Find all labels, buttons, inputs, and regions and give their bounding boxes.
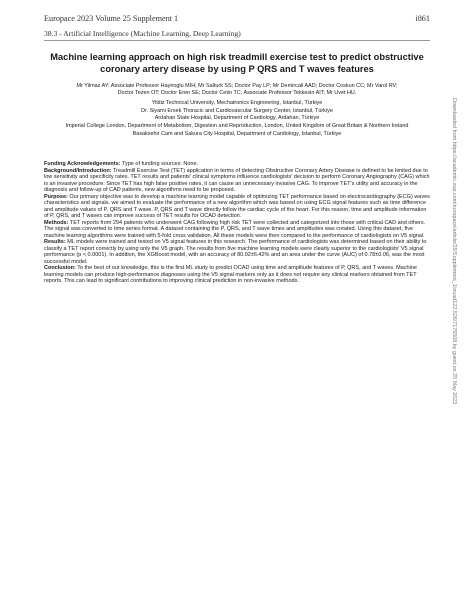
affiliation: Basaksehir Cam and Sakura City Hospital, Department of Cardiology, Istanbul, Türkiye bbox=[132, 130, 342, 137]
conclusion-label: Conclusion: bbox=[44, 265, 76, 271]
author-list bbox=[38, 83, 436, 97]
journal-citation: Europace 2023 Volume 25 Supplement 1 bbox=[44, 14, 179, 23]
purpose-text: Our primary objective was to develop a machine learning model capable of optimizing TET performance based on electrocardiography (ECG) waves characteristics and signals. we aimed to evaluate the performance of a new algorithm which was based on using ECG signal features such as time difference and amplitude values of P, QRS and T wave. P, QRS and T wave directly follow the cardiac cycle of the heart. For this reason, time and amplitude information of P, QRS, and T waves can improve success of TET results for OCAD detection. bbox=[44, 193, 430, 219]
download-watermark-link[interactable]: Downloaded from https://academic.oup.com/europace/article/25/Supplement_1/euad122.526/7176508 by guest on 25 May 2023 bbox=[451, 98, 457, 405]
header-divider bbox=[44, 40, 430, 41]
results-paragraph bbox=[44, 239, 430, 265]
section-heading: 38.3 - Artificial Intelligence (Machine Learning, Deep Learning) bbox=[44, 29, 241, 38]
running-header bbox=[44, 14, 430, 26]
author-line: Mr Yilmaz AY; Associate Professor Hayiroglu MIH; Mr Salturk SS; Doctor Pay LP; Mr Demircali AAD; Doctor Coskun CC; Mr Varol RV; bbox=[76, 83, 398, 89]
affiliation: Imperial College London, Department of Metabolism, Digestion and Reproduction, London, United Kingdom of Great Britain & Northern Ireland bbox=[65, 123, 409, 130]
article-title: Machine learning approach on high risk treadmill exercise test to predict obstructive coronary artery disease by using P QRS and T waves features bbox=[50, 52, 424, 74]
results-label: Results: bbox=[44, 239, 66, 245]
affiliation: Dr. Siyami Ersek Thoracic and Cardiovascular Surgery Center, Istanbul, Türkiye bbox=[141, 107, 333, 114]
purpose-paragraph bbox=[44, 194, 430, 220]
abstract-body bbox=[44, 161, 430, 285]
affiliation: Ardahan State Hospital, Department of Cardiology, Ardahan, Türkiye bbox=[154, 115, 320, 122]
methods-label: Methods: bbox=[44, 219, 69, 226]
methods-paragraph bbox=[44, 220, 430, 240]
background-text: Treadmill Exercise Test (TET) application in terms of detecting Obstructive Coronary Artery Disease is defined to be limited due to low sensitivity and specificity rates. TET results and patients' clinical symptoms influence cardiologists' decision to perform Coronary Angiography (CAG) which is an invasive procedure. Since TET has high false positive rates, it can cause an unnecessary invasive CAG. To improve TET's utility and accuracy in the diagnosis and follow-up of CAD patients, new algorithms need to be proposed. bbox=[44, 167, 430, 193]
results-text: ML models were trained and tested on V5 signal features in this research. The performance of cardiologists was determined based on their ability to classify a TET report correctly by using only the V5 graph. The results from five machine learning models were clearly superior to the cardiologists' V5 signal performance (p < 0.0001). In addition, the XGBoost model, with an accuracy of 80.92±6.42% and an area under the curve (AUC) of 0.78±0.06, was the most successful model. bbox=[44, 239, 427, 265]
conclusion-text: To the best of our knowledge, this is the first ML study to predict OCAD using time and amplitude features of P, QRS, and T waves. Machine learning models can produce high-performance diagnoses using the V5 signal markers only as it does not require any clinical markers obtained from TET reports. This can lead to significant contributions to improving clinical prediction in non-invasive methods. bbox=[44, 265, 417, 284]
funding-label: Funding Acknowledgements: bbox=[44, 161, 121, 167]
methods-text: TET reports from 294 patients who underwent CAG following high risk TET were collected and categorized into those with critical CAD and others. The signal was converted to time series format. A dataset containing the P, QRS, and T wave times and amplitudes was created. Using this dataset, five machine learning algorithms were trained with 5-fold cross validation. All these models were then compared to the performance of cardiologists on V5 signal. bbox=[44, 219, 426, 239]
purpose-label: Purpose: bbox=[44, 193, 68, 200]
background-paragraph bbox=[44, 168, 430, 194]
page-number: i861 bbox=[415, 14, 430, 23]
affiliation: Yildiz Technical University, Mechatronics Engineering, Istanbul, Türkiye bbox=[151, 100, 323, 106]
conclusion-paragraph bbox=[44, 265, 430, 285]
author-line: Doctor Tezen OT; Doctor Eren SE; Doctor Cetin TC; Associate Professor Tekkesin AIT; Mr Uvet HU. bbox=[117, 90, 357, 97]
funding-text: Type of funding sources: None. bbox=[120, 161, 199, 167]
background-label: Background/Introduction: bbox=[44, 167, 112, 174]
affiliation-list bbox=[38, 100, 436, 139]
